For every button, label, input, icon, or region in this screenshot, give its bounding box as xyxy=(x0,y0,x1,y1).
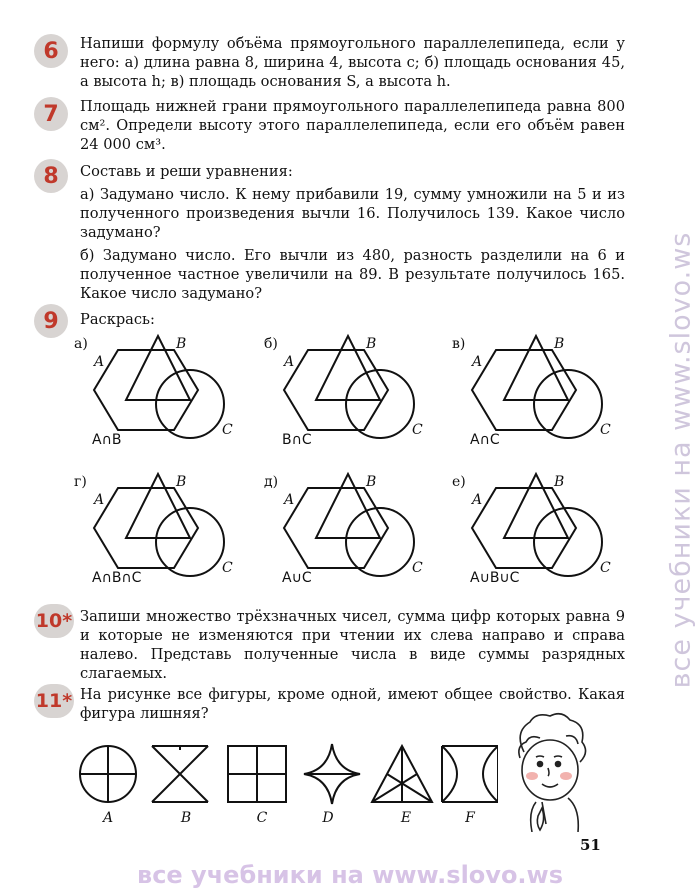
vertex-label-b: B xyxy=(366,474,377,490)
vertex-label-b: B xyxy=(176,474,187,490)
vertex-label-c: C xyxy=(600,422,611,438)
venn-figure xyxy=(452,332,616,460)
vertex-label-a: A xyxy=(284,354,295,370)
watermark-side xyxy=(666,130,696,790)
shape-a-circle-cross xyxy=(80,746,136,802)
venn-item-label: в) xyxy=(452,336,466,352)
vertex-label-c: C xyxy=(412,422,423,438)
watermark-bottom: все учебники на www.slovo.ws xyxy=(137,861,563,889)
venn-figure xyxy=(74,332,238,460)
vertex-label-c: C xyxy=(412,560,423,576)
shape-label: E xyxy=(400,810,412,826)
venn-item-label: г) xyxy=(74,474,87,490)
shape-f-hourglass-curved xyxy=(442,746,498,802)
task-number-7: 7 xyxy=(34,97,68,131)
vertex-label-c: C xyxy=(222,422,233,438)
task-number-10: 10* xyxy=(34,604,74,638)
task-8-part-b: б) Задумано число. Его вычли из 480, разность разделили на 6 и полученное частное увеличили на 89. В результате получилось 165. Какое число задумано? xyxy=(80,247,625,302)
vertex-label-b: B xyxy=(554,336,565,352)
task-7-line: Площадь нижней грани прямоугольного параллелепипеда равна 800 см². Определи высоту этого параллелепипеда, если его объём равен 24 000 см³. xyxy=(80,98,625,153)
shapes-svg xyxy=(78,740,498,810)
vertex-label-b: B xyxy=(176,336,187,352)
task-8-intro: Составь и реши уравнения: xyxy=(80,163,293,180)
vertex-label-a: A xyxy=(472,354,483,370)
task-number-9: 9 xyxy=(34,304,68,338)
shape-label: A xyxy=(102,810,114,826)
boy-illustration-icon xyxy=(506,712,598,832)
vertex-label-a: A xyxy=(284,492,295,508)
task-8-text xyxy=(80,162,625,307)
venn-figure xyxy=(74,470,238,598)
venn-item-label: е) xyxy=(452,474,466,490)
set-expression: A∩C xyxy=(470,432,500,448)
venn-item-label: д) xyxy=(264,474,279,490)
task-number-11: 11* xyxy=(34,684,74,718)
task-9-line: Раскрась: xyxy=(80,311,155,328)
shape-label: C xyxy=(256,810,268,826)
shape-label: B xyxy=(180,810,192,826)
set-expression: A∩B∩C xyxy=(92,570,142,586)
task-6-line: Напиши формулу объёма прямоугольного параллелепипеда, если у него: а) длина равна 8, ширина 4, высота c; б) площадь основания 45, а высота h; в) площадь основания S, а высота h. xyxy=(80,35,625,90)
shape-label: F xyxy=(465,810,475,826)
set-expression: A∪B∪C xyxy=(470,570,520,586)
shape-label: D xyxy=(322,810,334,826)
set-expression: A∩B xyxy=(92,432,122,448)
vertex-label-c: C xyxy=(222,560,233,576)
page-number: 51 xyxy=(580,836,601,854)
shape-c-square-grid xyxy=(228,746,286,802)
venn-figure xyxy=(264,470,428,598)
task-6-text xyxy=(80,34,625,95)
shape-d-concave-star xyxy=(304,744,360,804)
venn-item-label: б) xyxy=(264,336,278,352)
vertex-label-a: A xyxy=(94,354,105,370)
task-10-text xyxy=(80,607,625,687)
set-expression: A∪C xyxy=(282,570,312,586)
task-9-text xyxy=(80,310,625,333)
task-11-line: На рисунке все фигуры, кроме одной, имеют общее свойство. Какая фигура лишняя? xyxy=(80,686,625,722)
shape-b-hourglass-x xyxy=(152,746,208,802)
set-expression: B∩C xyxy=(282,432,312,448)
vertex-label-a: A xyxy=(94,492,105,508)
venn-item-label: а) xyxy=(74,336,88,352)
vertex-label-a: A xyxy=(472,492,483,508)
vertex-label-b: B xyxy=(366,336,377,352)
task-7-text xyxy=(80,97,625,158)
task-10-line: Запиши множество трёхзначных чисел, сумма цифр которых равна 9 и которые не изменяются при чтении их слева направо и справа налево. Представь полученные числа в виде суммы разрядных слагаемых. xyxy=(80,608,625,682)
task-8-part-a: а) Задумано число. К нему прибавили 19, сумму умножили на 5 и из полученного произведения вычли 16. Получилось 139. Какое число задумано? xyxy=(80,186,625,241)
venn-figure xyxy=(264,332,428,460)
task-number-6: 6 xyxy=(34,34,68,68)
shape-e-triangle-medians xyxy=(372,746,432,802)
shapes-row xyxy=(78,740,498,810)
vertex-label-b: B xyxy=(554,474,565,490)
venn-figure xyxy=(452,470,616,598)
watermark-side-text: все учебники на www.slovo.ws xyxy=(665,231,697,689)
vertex-label-c: C xyxy=(600,560,611,576)
task-number-8: 8 xyxy=(34,159,68,193)
